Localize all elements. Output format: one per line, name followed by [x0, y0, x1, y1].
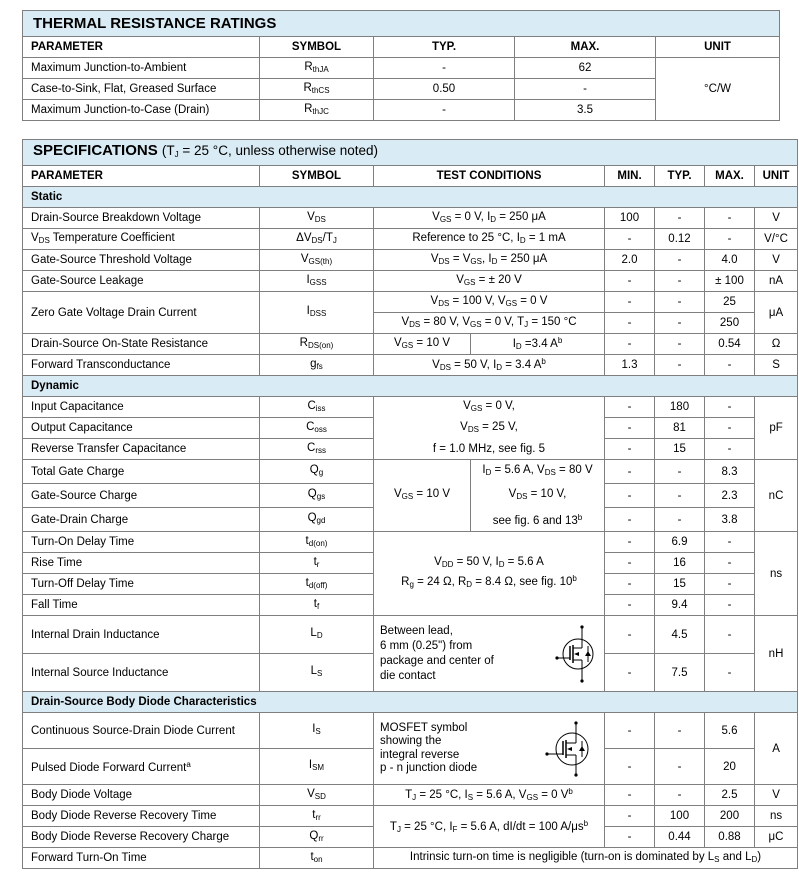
spec-typ: 15	[655, 574, 705, 595]
spec-param: Internal Source Inductance	[23, 654, 260, 692]
spec-condition: $V_{DS} = 100$ V, $V_{GS} = 0$ V	[374, 292, 605, 313]
spec-max: 0.54	[705, 334, 755, 355]
spec-unit: V	[755, 785, 798, 806]
spec-max: -	[705, 616, 755, 654]
spec-typ: -	[655, 508, 705, 532]
spec-symbol: $V_{DS}$	[260, 208, 374, 229]
spec-condition: $V_{GS}$ = ± 20 V	[374, 271, 605, 292]
spec-param: Gate-Source Threshold Voltage	[23, 250, 260, 271]
spec-param: Turn-On Delay Time	[23, 532, 260, 553]
spec-typ: -	[655, 355, 705, 376]
spec-condition: $V_{DS} = 25$ V,	[374, 418, 605, 439]
spec-param: Input Capacitance	[23, 397, 260, 418]
spec-min: -	[605, 334, 655, 355]
spec-unit: S	[755, 355, 798, 376]
spec-min: -	[605, 292, 655, 313]
spec-symbol: $I_{SM}$	[260, 749, 374, 785]
spec-condition: $V_{DS} = 50$ V, $I_D = 3.4$ $A^b$	[374, 355, 605, 376]
spec-param: Drain-Source Breakdown Voltage	[23, 208, 260, 229]
thermal-param: Case-to-Sink, Flat, Greased Surface	[23, 79, 260, 100]
spec-param: Forward Transconductance	[23, 355, 260, 376]
spec-min: -	[605, 397, 655, 418]
spec-param: Body Diode Reverse Recovery Time	[23, 806, 260, 827]
spec-unit: μA	[755, 292, 798, 334]
spec-condition: $T_J = 25$ °C, $I_S = 5.6$ A, $V_{GS} = 0$ $V^b$	[374, 785, 605, 806]
spec-condition: Intrinsic turn-on time is negligible (turn-on is dominated by $L_S$ and $L_D$)	[374, 848, 798, 869]
spec-max: -	[705, 654, 755, 692]
spec-max: -	[705, 574, 755, 595]
spec-min: -	[605, 595, 655, 616]
specs-header-min: MIN.	[605, 166, 655, 187]
spec-max: 2.5	[705, 785, 755, 806]
spec-max: 4.0	[705, 250, 755, 271]
thermal-header-typ: TYP.	[374, 37, 515, 58]
specs-header-symbol: SYMBOL	[260, 166, 374, 187]
thermal-max: 62	[515, 58, 656, 79]
thermal-header-parameter: PARAMETER	[23, 37, 260, 58]
spec-param: Pulsed Diode Forward Current$^a$	[23, 749, 260, 785]
spec-typ: 6.9	[655, 532, 705, 553]
spec-condition: $T_J = 25$ °C, $I_F = 5.6$ A, dI/dt = 100 $A/\mu s^b$	[374, 806, 605, 848]
spec-param: Gate-Source Charge	[23, 484, 260, 508]
spec-symbol: $Q_{gd}$	[260, 508, 374, 532]
diode-note: MOSFET symbol showing the integral reverse p - n junction diode	[380, 721, 478, 774]
spec-min: -	[605, 439, 655, 460]
spec-typ: -	[655, 271, 705, 292]
spec-unit: V	[755, 208, 798, 229]
spec-typ: 180	[655, 397, 705, 418]
spec-symbol: $\Delta V_{DS}/T_J$	[260, 229, 374, 250]
spec-param: Turn-Off Delay Time	[23, 574, 260, 595]
spec-max: -	[705, 208, 755, 229]
spec-typ: -	[655, 713, 705, 749]
section-static: Static	[23, 187, 798, 208]
spec-unit: nA	[755, 271, 798, 292]
spec-condition: $V_{GS} = 0$ V,	[374, 397, 605, 418]
thermal-typ: -	[374, 58, 515, 79]
spec-condition: $V_{GS} = 10$ V	[374, 334, 471, 355]
spec-param: Total Gate Charge	[23, 460, 260, 484]
spec-symbol: $I_{DSS}$	[260, 292, 374, 334]
spec-min: -	[605, 827, 655, 848]
spec-min: 2.0	[605, 250, 655, 271]
spec-symbol: $R_{DS(on)}$	[260, 334, 374, 355]
spec-condition: Reference to 25 °C, $I_D = 1$ mA	[374, 229, 605, 250]
spec-typ: -	[655, 785, 705, 806]
spec-symbol: $C_{iss}$	[260, 397, 374, 418]
spec-min: -	[605, 460, 655, 484]
spec-unit: V	[755, 250, 798, 271]
spec-typ: 0.44	[655, 827, 705, 848]
spec-condition	[374, 713, 605, 785]
spec-param: Zero Gate Voltage Drain Current	[23, 292, 260, 334]
spec-symbol: $L_D$	[260, 616, 374, 654]
spec-typ: -	[655, 460, 705, 484]
spec-param: Rise Time	[23, 553, 260, 574]
mosfet-symbol-icon	[554, 624, 598, 684]
spec-typ: -	[655, 749, 705, 785]
spec-max: -	[705, 355, 755, 376]
spec-condition: $V_{GS} = 0$ V, $I_D = 250$ μA	[374, 208, 605, 229]
spec-typ: -	[655, 208, 705, 229]
thermal-title: THERMAL RESISTANCE RATINGS	[23, 11, 780, 37]
spec-param: Drain-Source On-State Resistance	[23, 334, 260, 355]
spec-param: $V_{DS}$ Temperature Coefficient	[23, 229, 260, 250]
spec-symbol: $t_{on}$	[260, 848, 374, 869]
spec-symbol: $t_{rr}$	[260, 806, 374, 827]
spec-param: Reverse Transfer Capacitance	[23, 439, 260, 460]
spec-min: -	[605, 785, 655, 806]
spec-symbol: $t_r$	[260, 553, 374, 574]
spec-typ: 9.4	[655, 595, 705, 616]
spec-typ: 0.12	[655, 229, 705, 250]
spec-min: -	[605, 484, 655, 508]
spec-param: Continuous Source-Drain Diode Current	[23, 713, 260, 749]
specs-header-conditions: TEST CONDITIONS	[374, 166, 605, 187]
spec-min: -	[605, 806, 655, 827]
specs-header-unit: UNIT	[755, 166, 798, 187]
spec-param: Fall Time	[23, 595, 260, 616]
spec-symbol: $V_{GS(th)}$	[260, 250, 374, 271]
thermal-header-max: MAX.	[515, 37, 656, 58]
specifications-table	[22, 139, 798, 869]
spec-unit: A	[755, 713, 798, 785]
spec-min: -	[605, 654, 655, 692]
spec-symbol: $t_f$	[260, 595, 374, 616]
spec-unit: Ω	[755, 334, 798, 355]
section-diode: Drain-Source Body Diode Characteristics	[23, 692, 798, 713]
thermal-table	[22, 10, 780, 121]
spec-unit: V/°C	[755, 229, 798, 250]
spec-max: ± 100	[705, 271, 755, 292]
spec-min: -	[605, 749, 655, 785]
spec-min: 100	[605, 208, 655, 229]
spec-max: -	[705, 595, 755, 616]
spec-typ: -	[655, 484, 705, 508]
spec-min: -	[605, 616, 655, 654]
thermal-param: Maximum Junction-to-Case (Drain)	[23, 100, 260, 121]
spec-symbol: $C_{oss}$	[260, 418, 374, 439]
spec-unit: nH	[755, 616, 798, 692]
spec-max: 20	[705, 749, 755, 785]
spec-param: Forward Turn-On Time	[23, 848, 260, 869]
spec-condition: $V_{GS} = 10$ V	[374, 460, 471, 532]
specs-header-max: MAX.	[705, 166, 755, 187]
spec-condition: $V_{DS} = V_{GS}$, $I_D = 250$ μA	[374, 250, 605, 271]
spec-param: Gate-Drain Charge	[23, 508, 260, 532]
specs-header-parameter: PARAMETER	[23, 166, 260, 187]
spec-min: -	[605, 229, 655, 250]
spec-symbol: $Q_{gs}$	[260, 484, 374, 508]
spec-condition: f = 1.0 MHz, see fig. 5	[374, 439, 605, 460]
spec-condition	[374, 616, 605, 692]
spec-condition: $V_{DD} = 50$ V, $I_D = 5.6$ A $R_g = 24$ Ω, $R_D = 8.4$ Ω, see fig. 10$^b$	[374, 532, 605, 616]
spec-typ: -	[655, 334, 705, 355]
spec-min: -	[605, 418, 655, 439]
spec-symbol: $I_{GSS}$	[260, 271, 374, 292]
spec-symbol: $V_{SD}$	[260, 785, 374, 806]
spec-symbol: $C_{rss}$	[260, 439, 374, 460]
spec-max: -	[705, 439, 755, 460]
spec-max: -	[705, 397, 755, 418]
spec-param: Body Diode Reverse Recovery Charge	[23, 827, 260, 848]
spec-min: -	[605, 508, 655, 532]
spec-typ: 15	[655, 439, 705, 460]
thermal-unit: °C/W	[656, 58, 780, 121]
spec-param: Output Capacitance	[23, 418, 260, 439]
thermal-symbol: $R_{thCS}$	[260, 79, 374, 100]
spec-unit: ns	[755, 806, 798, 827]
thermal-symbol: $R_{thJC}$	[260, 100, 374, 121]
spec-max: -	[705, 229, 755, 250]
spec-typ: -	[655, 313, 705, 334]
spec-max: 25	[705, 292, 755, 313]
spec-min: -	[605, 713, 655, 749]
spec-symbol: $L_S$	[260, 654, 374, 692]
spec-symbol: $I_S$	[260, 713, 374, 749]
spec-param: Internal Drain Inductance	[23, 616, 260, 654]
spec-typ: 16	[655, 553, 705, 574]
spec-condition: see fig. 6 and 13$^b$	[471, 508, 605, 532]
spec-typ: 81	[655, 418, 705, 439]
spec-unit: pF	[755, 397, 798, 460]
spec-symbol: $t_{d(off)}$	[260, 574, 374, 595]
spec-unit: μC	[755, 827, 798, 848]
spec-condition: $I_D =3.4$ $A^b$	[471, 334, 605, 355]
mosfet-diode-symbol-icon	[542, 720, 598, 778]
spec-min: -	[605, 271, 655, 292]
spec-min: -	[605, 313, 655, 334]
spec-typ: 7.5	[655, 654, 705, 692]
specs-header-typ: TYP.	[655, 166, 705, 187]
spec-condition: $V_{DS} = 80$ V, $V_{GS} = 0$ V, $T_J = 150$ °C	[374, 313, 605, 334]
spec-max: 8.3	[705, 460, 755, 484]
spec-param: Body Diode Voltage	[23, 785, 260, 806]
spec-max: -	[705, 553, 755, 574]
spec-param: Gate-Source Leakage	[23, 271, 260, 292]
spec-max: 3.8	[705, 508, 755, 532]
spec-max: 5.6	[705, 713, 755, 749]
spec-condition: $V_{DS} = 10$ V,	[471, 484, 605, 508]
spec-max: -	[705, 532, 755, 553]
spec-max: 2.3	[705, 484, 755, 508]
spec-symbol: $Q_{rr}$	[260, 827, 374, 848]
thermal-typ: 0.50	[374, 79, 515, 100]
spec-unit: ns	[755, 532, 798, 616]
spec-typ: 100	[655, 806, 705, 827]
thermal-typ: -	[374, 100, 515, 121]
spec-symbol: $g_{fs}$	[260, 355, 374, 376]
spec-symbol: $Q_g$	[260, 460, 374, 484]
specs-title: SPECIFICATIONS ($T_J = 25$ °C, unless otherwise noted)	[23, 140, 798, 166]
spec-max: 0.88	[705, 827, 755, 848]
spec-typ: -	[655, 250, 705, 271]
spec-symbol: $t_{d(on)}$	[260, 532, 374, 553]
thermal-symbol: $R_{thJA}$	[260, 58, 374, 79]
spec-max: -	[705, 418, 755, 439]
thermal-header-unit: UNIT	[656, 37, 780, 58]
thermal-param: Maximum Junction-to-Ambient	[23, 58, 260, 79]
spec-condition: $I_D = 5.6$ A, $V_{DS} = 80$ V	[471, 460, 605, 484]
section-dynamic: Dynamic	[23, 376, 798, 397]
spec-min: -	[605, 532, 655, 553]
inductance-note: Between lead, 6 mm (0.25") from package and center of die contact	[380, 624, 494, 682]
spec-typ: 4.5	[655, 616, 705, 654]
thermal-max: 3.5	[515, 100, 656, 121]
thermal-header-symbol: SYMBOL	[260, 37, 374, 58]
spec-unit: nC	[755, 460, 798, 532]
spec-typ: -	[655, 292, 705, 313]
thermal-max: -	[515, 79, 656, 100]
spec-max: 250	[705, 313, 755, 334]
spec-min: -	[605, 574, 655, 595]
spec-max: 200	[705, 806, 755, 827]
spec-min: 1.3	[605, 355, 655, 376]
spec-min: -	[605, 553, 655, 574]
